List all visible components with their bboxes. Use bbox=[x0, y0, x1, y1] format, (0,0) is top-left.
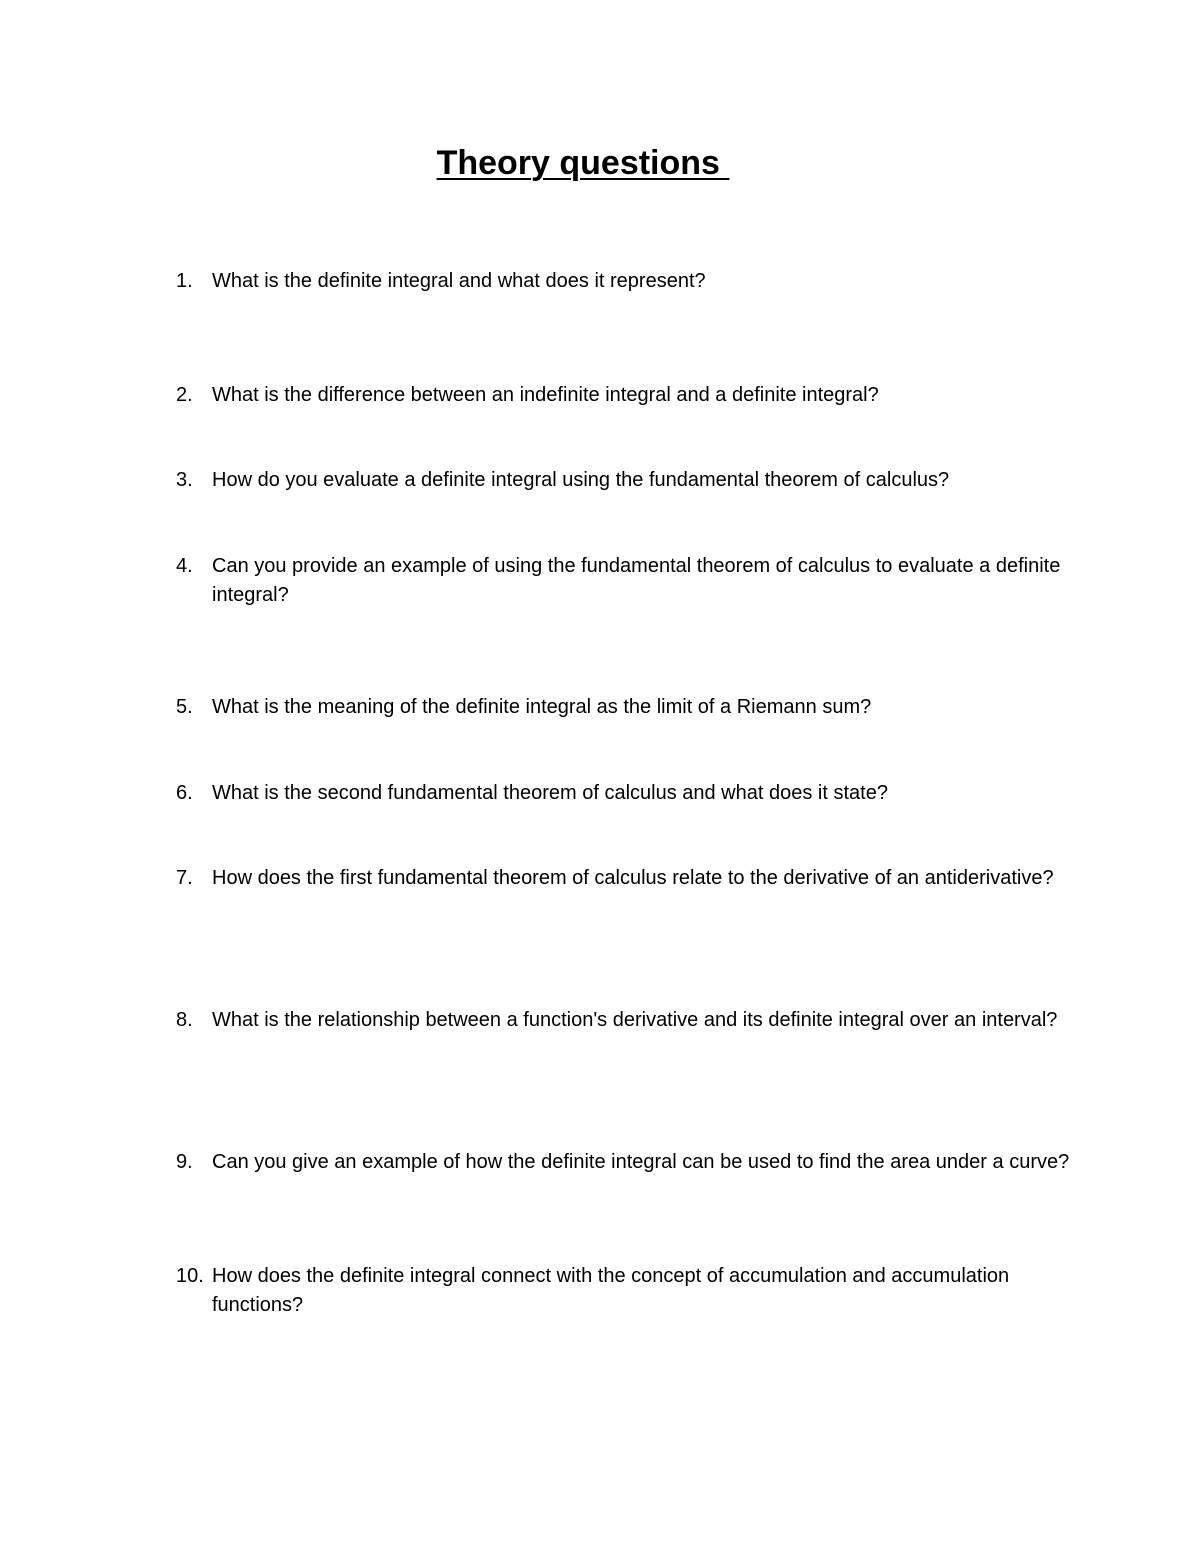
question-text: Can you give an example of how the definite integral can be used to find the area under a curve? bbox=[212, 1151, 1070, 1173]
question-text: What is the relationship between a function's derivative and its definite integral over an interval? bbox=[212, 1009, 1058, 1031]
question-number: 8. bbox=[176, 1009, 193, 1031]
question-text: What is the second fundamental theorem of calculus and what does it state? bbox=[212, 782, 888, 804]
question-number: 9. bbox=[176, 1151, 193, 1173]
question-number: 10. bbox=[176, 1265, 204, 1287]
page-title: Theory questions bbox=[436, 144, 730, 182]
question-text: How do you evaluate a definite integral using the fundamental theorem of calculus? bbox=[212, 469, 950, 491]
question-number: 1. bbox=[176, 270, 193, 292]
question-number: 5. bbox=[176, 696, 193, 718]
question-number: 7. bbox=[176, 867, 193, 889]
question-number: 2. bbox=[176, 384, 193, 406]
question-number: 6. bbox=[176, 782, 193, 804]
question-text: How does the first fundamental theorem of calculus relate to the derivative of an antiderivative? bbox=[212, 867, 1054, 889]
question-number: 3. bbox=[176, 469, 193, 491]
question-text: What is the difference between an indefinite integral and a definite integral? bbox=[212, 384, 879, 406]
question-text: How does the definite integral connect with the concept of accumulation and accumulation functions? bbox=[212, 1265, 1010, 1316]
question-number: 4. bbox=[176, 555, 193, 577]
question-text: Can you provide an example of using the fundamental theorem of calculus to evaluate a definite integral? bbox=[212, 555, 1061, 606]
question-text: What is the meaning of the definite integral as the limit of a Riemann sum? bbox=[212, 696, 872, 718]
question-text: What is the definite integral and what does it represent? bbox=[212, 270, 706, 292]
